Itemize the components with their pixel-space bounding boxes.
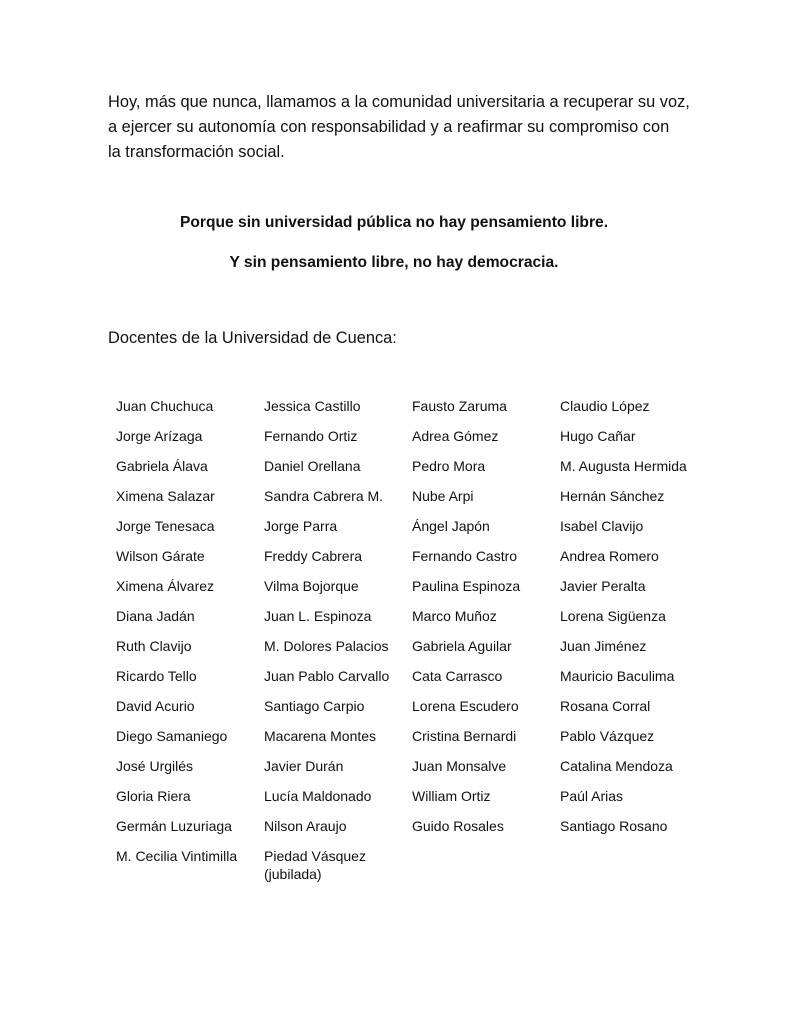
- signatory-name: Piedad Vásquez (jubilada): [264, 848, 366, 882]
- signatory-name: Ximena Álvarez: [116, 578, 215, 594]
- signatory-name: Paúl Arias: [560, 788, 624, 804]
- signatory-name: Santiago Rosano: [560, 818, 668, 834]
- signatory-name: Rosana Corral: [560, 698, 651, 714]
- signatory-name: Cata Carrasco: [412, 668, 503, 684]
- intro-paragraph: [108, 90, 708, 165]
- signatory-name: M. Cecilia Vintimilla: [116, 848, 238, 864]
- signatory-name: Germán Luzuriaga: [116, 818, 232, 834]
- signatory-name: Juan L. Espinoza: [264, 608, 372, 624]
- intro-line-2: a ejercer su autonomía con responsabilidad y a reafirmar su compromiso con: [108, 118, 670, 136]
- signatory-name: M. Dolores Palacios: [264, 638, 389, 654]
- signatory-name: Gloria Riera: [116, 788, 191, 804]
- slogan-line-1: Porque sin universidad pública no hay pensamiento libre.: [179, 214, 609, 231]
- signatories-column: [412, 397, 560, 887]
- signatory-name: Pablo Vázquez: [560, 728, 655, 744]
- signatory-name: Freddy Cabrera: [264, 548, 363, 564]
- intro-line-3: la transformación social.: [108, 143, 285, 161]
- signatory-name: Juan Monsalve: [412, 758, 507, 774]
- signatory-name: Sandra Cabrera M.: [264, 488, 384, 504]
- signatory-name: Ángel Japón: [412, 518, 490, 534]
- signatories-column: [560, 397, 708, 887]
- signatory-name: Diego Samaniego: [116, 728, 228, 744]
- signatory-name: Nube Arpi: [412, 488, 474, 504]
- signatories-heading: Docentes de la Universidad de Cuenca:: [108, 329, 397, 347]
- signatory-name: Jessica Castillo: [264, 398, 361, 414]
- signatory-name: Isabel Clavijo: [560, 518, 644, 534]
- signatory-name: Marco Muñoz: [412, 608, 497, 624]
- signatory-name: Guido Rosales: [412, 818, 504, 834]
- signatory-name: Vilma Bojorque: [264, 578, 359, 594]
- signatory-name: Paulina Espinoza: [412, 578, 521, 594]
- signatory-name: Hernán Sánchez: [560, 488, 665, 504]
- signatory-name: Ruth Clavijo: [116, 638, 192, 654]
- signatory-name: Daniel Orellana: [264, 458, 361, 474]
- signatory-name: Javier Durán: [264, 758, 344, 774]
- signatory-name: Nilson Araujo: [264, 818, 347, 834]
- signatory-name: José Urgilés: [116, 758, 194, 774]
- signatory-name: Juan Chuchuca: [116, 398, 214, 414]
- intro-line-1: Hoy, más que nunca, llamamos a la comunidad universitaria a recuperar su voz,: [108, 93, 690, 111]
- signatory-name: M. Augusta Hermida: [560, 458, 687, 474]
- signatories-column: [264, 397, 412, 887]
- signatory-name: Gabriela Álava: [116, 458, 208, 474]
- signatory-name: Wilson Gárate: [116, 548, 205, 564]
- signatory-name: Lorena Escudero: [412, 698, 519, 714]
- signatory-name: Andrea Romero: [560, 548, 659, 564]
- signatory-name: Jorge Arízaga: [116, 428, 203, 444]
- signatory-name: Fernando Castro: [412, 548, 518, 564]
- signatory-name: Jorge Tenesaca: [116, 518, 215, 534]
- signatory-name: William Ortiz: [412, 788, 491, 804]
- signatory-name: Macarena Montes: [264, 728, 377, 744]
- signatory-name: Fausto Zaruma: [412, 398, 507, 414]
- signatory-name: Mauricio Baculima: [560, 668, 675, 684]
- signatory-name: Diana Jadán: [116, 608, 195, 624]
- signatory-name: Cristina Bernardi: [412, 728, 517, 744]
- signatory-name: Pedro Mora: [412, 458, 486, 474]
- signatory-name: Santiago Carpio: [264, 698, 365, 714]
- signatory-name: Claudio López: [560, 398, 650, 414]
- signatories-list: [116, 397, 756, 887]
- signatory-name: Juan Pablo Carvallo: [264, 668, 390, 684]
- signatory-name: Adrea Gómez: [412, 428, 499, 444]
- signatory-name: David Acurio: [116, 698, 195, 714]
- slogan-line-2: Y sin pensamiento libre, no hay democracia.: [229, 254, 559, 271]
- signatory-name: Gabriela Aguilar: [412, 638, 512, 654]
- signatory-name: Ximena Salazar: [116, 488, 215, 504]
- signatory-name: Lorena Sigüenza: [560, 608, 666, 624]
- signatory-name: Javier Peralta: [560, 578, 646, 594]
- signatory-name: Juan Jiménez: [560, 638, 647, 654]
- signatory-name: Jorge Parra: [264, 518, 338, 534]
- signatory-name: Hugo Cañar: [560, 428, 636, 444]
- signatory-name: Lucía Maldonado: [264, 788, 372, 804]
- signatories-column: [116, 397, 264, 887]
- signatory-name: Ricardo Tello: [116, 668, 197, 684]
- signatory-name: Fernando Ortiz: [264, 428, 358, 444]
- signatory-name: Catalina Mendoza: [560, 758, 673, 774]
